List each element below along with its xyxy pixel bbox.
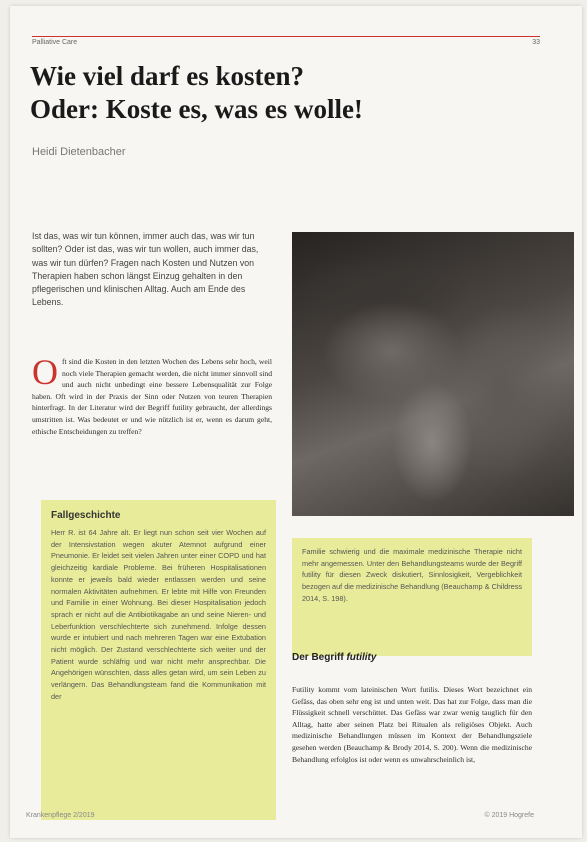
article-photo <box>292 232 574 516</box>
title-line-1: Wie viel darf es kosten? <box>30 61 304 91</box>
section-heading-term: futility <box>346 652 377 663</box>
case-story-box <box>41 500 276 820</box>
title-line-2: Oder: Koste es, was es wolle! <box>30 94 363 124</box>
case-story-continuation-text: Familie schwierig und die maximale medizinische Therapie nicht mehr angemessen. Unter den Behandlungsteams wurde der Begriff futility für diesen Zweck diskutiert, Sinnlosigkeit, Vergeblichkeit bezogen auf die medizinische Behandlung (Beauchamp & Childress 2014, S. 198). <box>302 547 522 603</box>
copyright-label: © 2019 Hogrefe <box>484 812 534 819</box>
case-story-continuation-box <box>292 538 532 656</box>
section-heading-prefix: Der Begriff <box>292 652 347 663</box>
issue-label: Krankenpflege 2/2019 <box>26 812 95 819</box>
drop-cap: O <box>32 352 58 392</box>
futility-paragraph: Futility kommt vom lateinischen Wort futilis. Dieses Wort bezeichnet ein Gefäss, das oben sehr eng ist und unten weit. Das hat zur Folge, dass man die Flüssigkeit schnell verschüttet. Das Gefäss war zwar wenig tauglich für den Alltag, hatte aber seinen Platz bei Ritualen als religiöses Objekt. Auch medizinische Behandlungen müssen im Kontext der Behandlungsziele gesehen werden (Beauchamp & Brody 2014, S. 200). Wenn die medizinische Behandlung erfolglos ist oder wenn es unwahrscheinlich ist, <box>292 685 532 764</box>
section-label: Palliative Care <box>32 39 78 46</box>
intro-paragraph <box>32 352 272 437</box>
case-story-text: Herr R. ist 64 Jahre alt. Er liegt nun schon seit vier Wochen auf der Intensivstation wegen akuter Atemnot aufgrund einer Pneumonie. Er leidet seit vielen Jahren unter einer COPD und hat gleichzeitig kardiale Probleme. Bei früheren Hospitalisationen konnte er jeweils bald wieder entlassen werden und seine normalen Aktivitäten aufnehmen. Er lebte mit Hilfe von Freunden und Familie in einer Wohnung. Bei dieser Hospitalisation jedoch sprach er nicht auf die Antibiotikagabe an und seine Nieren- und Leberfunktion verschlechterte sich zunehmend. Infolge dessen wurde er intubiert und nach mehreren Tagen war eine Extubation nicht möglich. Der Zustand verschlechterte sich weiter und der Patient wurde schläfrig und war nicht mehr ansprechbar. Die Angehörigen wünschten, dass alles getan wird, um sein Leben zu verlängern. Das Behandlungsteam fand die Kommunikation mit der <box>51 528 266 701</box>
running-header <box>32 36 540 46</box>
section-heading-futility <box>292 652 376 663</box>
page-number: 33 <box>532 39 540 46</box>
case-story-heading: Fallgeschichte <box>51 510 121 521</box>
intro-text: ft sind die Kosten in den letzten Wochen des Lebens sehr hoch, weil noch viele Therapien gemacht werden, die nicht immer sinnvoll sind und auch nicht unbedingt eine bessere Lebensqualität zur Folge haben. Oft wird in der Praxis der Sinn oder Nutzen von teuren Therapien hinterfragt. In der Literatur wird der Begriff futility gebraucht, der allerdings umstritten ist. Was bedeutet er und wie nützlich ist er, wenn es darum geht, ethische Entscheidungen zu treffen? <box>32 357 272 436</box>
author-name: Heidi Dietenbacher <box>32 146 126 158</box>
lead-paragraph: Ist das, was wir tun können, immer auch das, was wir tun sollten? Oder ist das, was wir tun wollen, auch immer das, was wir tun dürfen? Fragen nach Kosten und Nutzen von Therapien haben schon längst Einzug gehalten in den pflegerischen und klinischen Alltag. Auch am Ende des Lebens. <box>32 231 259 308</box>
article-title <box>30 60 540 126</box>
